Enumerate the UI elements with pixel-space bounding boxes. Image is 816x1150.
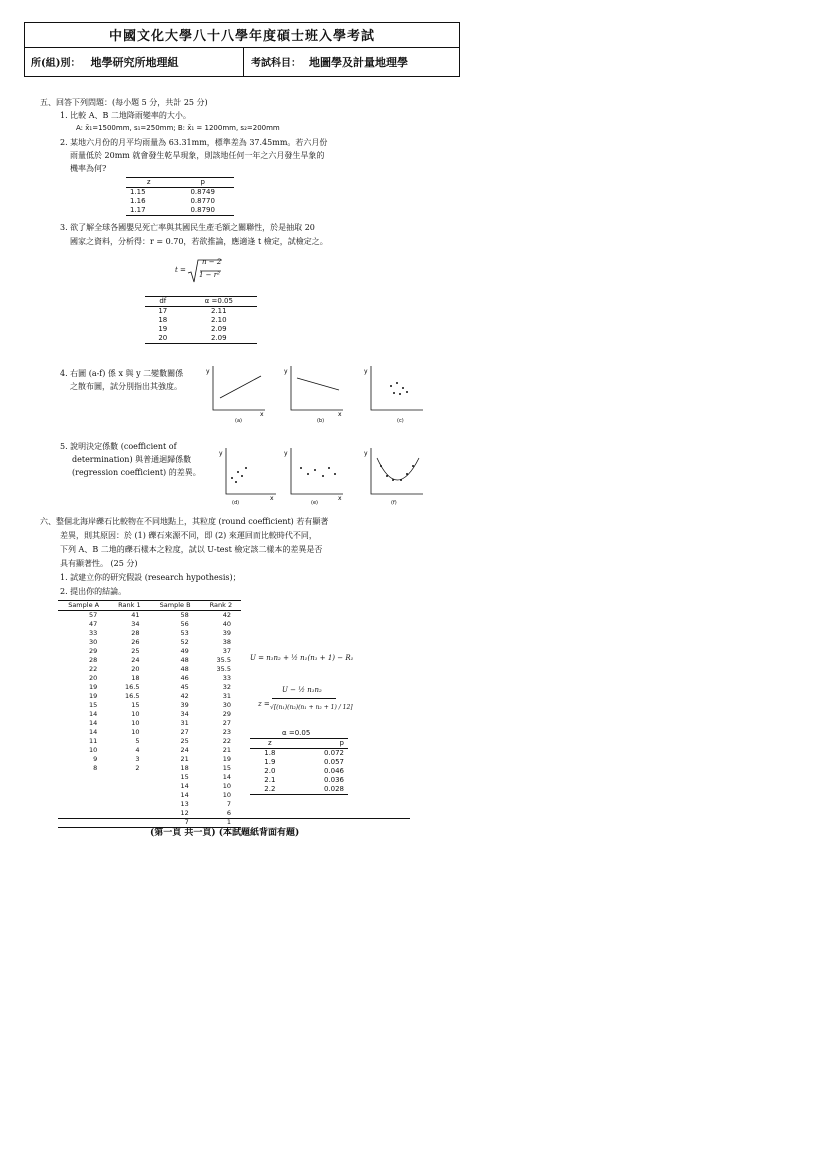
table-cell: [109, 809, 149, 818]
rank-table-header: Rank 1: [109, 601, 149, 611]
table-cell: 2.09: [211, 325, 227, 333]
header-divider: [25, 47, 459, 48]
table-cell: 2: [135, 764, 140, 772]
table-row: [58, 809, 241, 818]
table-row: [58, 629, 241, 638]
table-cell: 14: [222, 773, 231, 781]
table-cell: 41: [131, 611, 140, 619]
table-cell: 15: [89, 701, 98, 709]
table-cell: 42: [180, 692, 189, 700]
table-row: [145, 316, 257, 325]
table-row: [58, 683, 241, 692]
table-cell: 28: [131, 629, 140, 637]
df-table: [145, 296, 257, 344]
table-cell: 20: [89, 674, 98, 682]
table-cell: 30: [89, 638, 98, 646]
table-row: [58, 647, 241, 656]
y-axis-label: y: [364, 450, 368, 457]
table-cell: 49: [180, 647, 189, 655]
x-axis-label: x: [270, 495, 274, 502]
table-cell: [58, 800, 109, 809]
q5-item3-line2: 國家之資料，分析得：r = 0.70，若欲推論，應適逢 t 檢定，試檢定之。: [70, 237, 328, 246]
table-cell: 56: [180, 620, 189, 628]
table-cell: 52: [180, 638, 189, 646]
table-row: [145, 307, 257, 317]
t-formula-lhs: t =: [175, 266, 186, 274]
table-cell: 28: [89, 656, 98, 664]
table-cell: 19: [89, 692, 98, 700]
table-cell: 14: [89, 719, 98, 727]
table-cell: 39: [222, 629, 231, 637]
table-row: [250, 767, 348, 776]
table-cell: 29: [222, 710, 231, 718]
table-row: [250, 749, 348, 759]
table-row: [58, 674, 241, 683]
table-row: [145, 325, 257, 334]
table-cell: 22: [222, 737, 231, 745]
q6-heading-line2: 差異，則其原因：於 (1) 礫石來源不同，即 (2) 來運回而比較時代不同，: [60, 531, 317, 540]
table-cell: 24: [131, 656, 140, 664]
department-value: 地學研究所地理組: [90, 56, 179, 69]
table-cell: 14: [89, 728, 98, 736]
t-formula-denominator: 1 − r²: [199, 271, 220, 279]
table-row: [58, 665, 241, 674]
table-cell: [58, 782, 109, 791]
table-cell: 20: [131, 665, 140, 673]
table-cell: 0.036: [323, 776, 344, 784]
q6-sub1: 1. 試建立你的研究假設 (research hypothesis)；: [60, 573, 241, 582]
table-cell: 31: [222, 692, 231, 700]
table-cell: 1.17: [126, 206, 171, 216]
table-cell: 27: [180, 728, 189, 736]
q5-item2-line3: 機率為何?: [70, 164, 107, 173]
table-cell: 29: [89, 647, 98, 655]
table-cell: 25: [180, 737, 189, 745]
x-axis-label: x: [338, 411, 342, 418]
table-cell: [109, 800, 149, 809]
table-cell: 14: [89, 710, 98, 718]
footer-divider: [58, 818, 410, 819]
table-cell: 58: [180, 611, 189, 619]
subject-field: [251, 54, 408, 70]
department-label: 所(組)別：: [31, 58, 81, 69]
q6-heading-line4: 具有顯著性。 (25 分): [60, 559, 138, 568]
table-cell: 15: [222, 764, 231, 772]
table-cell: 19: [89, 683, 98, 691]
table-row: [58, 782, 241, 791]
q5-heading: 五、回答下列問題：(每小題 5 分，共計 25 分): [40, 98, 208, 107]
table-cell: 1: [201, 818, 241, 828]
q5-item4-line2: 之散布圖，試分別指出其強度。: [70, 382, 182, 391]
table-row: [58, 620, 241, 629]
table-row: [58, 791, 241, 800]
scatter-plot-f: [363, 446, 427, 508]
plot-label: (c): [397, 418, 404, 424]
table-cell: 18: [180, 764, 189, 772]
df-table-header: α =0.05: [181, 297, 257, 307]
q5-item5-line1: 5. 說明決定係數 (coefficient of: [60, 442, 177, 451]
q5-item5-line3: (regression coefficient) 的差異。: [72, 468, 201, 477]
table-row: [126, 197, 234, 206]
table-cell: 13: [180, 800, 189, 808]
table-row: [58, 638, 241, 647]
table-cell: 48: [180, 665, 189, 673]
table-row: [58, 656, 241, 665]
table-cell: 47: [89, 620, 98, 628]
table-cell: 15: [131, 701, 140, 709]
table-cell: 7: [226, 800, 231, 808]
df-table-header: df: [145, 297, 181, 307]
table-row: [250, 785, 348, 795]
scatter-plot-a: [205, 364, 267, 424]
table-cell: 4: [135, 746, 140, 754]
table-cell: 2.0: [264, 767, 276, 775]
table-cell: 42: [222, 611, 231, 619]
table-cell: 0.057: [323, 758, 344, 766]
q6-heading-line1: 六、整個北海岸礫石比較物在不同地點上，其粒度 (round coefficient) 若有顯著: [40, 517, 329, 526]
rank-table-header: Rank 2: [201, 601, 241, 611]
q5-item2-line1: 2. 某地六月份的月平均雨量為 63.31mm，標準差為 37.45mm。若六月份: [60, 138, 328, 147]
subject-value: 地圖學及計量地理學: [309, 56, 408, 69]
table-cell: 10: [222, 782, 231, 790]
table-cell: 8: [93, 764, 98, 772]
table-cell: 34: [180, 710, 189, 718]
table-cell: [58, 818, 109, 828]
table-row: [58, 719, 241, 728]
table-cell: 18: [158, 316, 168, 324]
table-cell: 33: [222, 674, 231, 682]
table-row: [58, 701, 241, 710]
q5-item1-line1: 1. 比較 A、B 二地降雨變率的大小。: [60, 111, 191, 120]
table-row: [58, 800, 241, 809]
table-cell: 2.09: [181, 334, 257, 344]
table-cell: 10: [131, 728, 140, 736]
header-vertical-divider: [243, 47, 244, 76]
table-row: [250, 758, 348, 767]
table-row: [58, 755, 241, 764]
alpha-table-caption: α =0.05: [282, 729, 311, 737]
table-cell: 10: [131, 719, 140, 727]
table-cell: 57: [89, 611, 98, 619]
table-row: [58, 710, 241, 719]
table-cell: 30: [222, 701, 231, 709]
x-axis-label: x: [260, 411, 264, 418]
z-table-header: z: [126, 178, 171, 188]
table-cell: 0.072: [323, 749, 344, 757]
q5-item2-line2: 雨量低於 20mm 就會發生乾旱現象，則該地任何一年之六月發生旱象的: [70, 151, 325, 160]
table-cell: 5: [135, 737, 140, 745]
table-cell: 2.10: [211, 316, 227, 324]
table-cell: 2.1: [264, 776, 276, 784]
table-cell: 32: [222, 683, 231, 691]
page-footer: (第一頁 共一頁) (本試題紙背面有題): [150, 828, 300, 838]
table-cell: 18: [131, 674, 140, 682]
table-cell: 27: [222, 719, 231, 727]
table-cell: 3: [135, 755, 140, 763]
table-cell: 39: [180, 701, 189, 709]
rank-table-header: Sample A: [58, 601, 109, 611]
table-cell: 25: [131, 647, 140, 655]
y-axis-label: y: [206, 368, 210, 375]
table-cell: 0.028: [290, 785, 348, 795]
table-cell: 53: [180, 629, 189, 637]
q6-heading-line3: 下列 A、B 二地的礫石樣本之粒度，試以 U-test 檢定該二樣本的差異是否: [60, 545, 323, 554]
q5-item3-line1: 3. 欲了解全球各國嬰兒死亡率與其國民生產毛額之關聯性，於是抽取 20: [60, 223, 315, 232]
table-cell: [109, 818, 149, 828]
y-axis-label: y: [219, 450, 223, 457]
table-cell: 20: [145, 334, 181, 344]
table-cell: 10: [131, 710, 140, 718]
rank-table-header: Sample B: [149, 601, 200, 611]
u-formula: U = n₁n₂ + ½ n₁(n₁ + 1) − R₁: [250, 654, 354, 662]
plot-label: (e): [311, 500, 318, 506]
z-formula-fraction-bar: [272, 698, 336, 699]
table-cell: 40: [222, 620, 231, 628]
z-formula-lhs: z =: [258, 700, 270, 708]
exam-title: 中國文化大學八十八學年度碩士班入學考試: [108, 29, 375, 44]
table-cell: 26: [131, 638, 140, 646]
q5-item5-line2: determination) 與普通迴歸係數: [72, 455, 192, 464]
table-cell: [58, 773, 109, 782]
table-row: [58, 746, 241, 755]
table-cell: 7: [149, 818, 200, 828]
table-cell: [109, 791, 149, 800]
table-cell: 19: [158, 325, 168, 333]
rank-data-table: [58, 600, 241, 828]
table-cell: 45: [180, 683, 189, 691]
table-cell: 11: [89, 737, 98, 745]
plot-label: (b): [317, 418, 325, 424]
table-row: [58, 764, 241, 773]
table-cell: 46: [180, 674, 189, 682]
table-cell: 16.5: [124, 692, 140, 700]
table-cell: 0.8790: [171, 206, 234, 216]
table-row: [126, 206, 234, 216]
table-cell: 0.046: [323, 767, 344, 775]
table-cell: 48: [180, 656, 189, 664]
table-row: [58, 692, 241, 701]
table-cell: 1.15: [130, 188, 146, 196]
z-formula-denominator: √[(n₁)(n₂)(n₁ + n₂ + 1) / 12]: [270, 704, 353, 711]
table-row: [126, 188, 234, 198]
table-cell: [109, 782, 149, 791]
scatter-plot-b: [283, 364, 345, 424]
y-axis-label: y: [284, 450, 288, 457]
table-cell: 22: [89, 665, 98, 673]
subject-label: 考試科目：: [251, 58, 301, 69]
table-row: [58, 728, 241, 737]
table-cell: 1.16: [130, 197, 146, 205]
table-cell: 12: [180, 809, 189, 817]
table-cell: 1.9: [264, 758, 276, 766]
scatter-plot-c: [363, 364, 425, 424]
alpha-table-header: p: [290, 739, 348, 749]
table-cell: [58, 791, 109, 800]
table-cell: 14: [180, 782, 189, 790]
table-cell: 0.8749: [190, 188, 215, 196]
scatter-plot-d: [218, 446, 280, 508]
plot-label: (d): [232, 500, 240, 506]
plot-label: (f): [391, 500, 397, 506]
table-cell: 31: [180, 719, 189, 727]
table-row: [58, 737, 241, 746]
table-cell: 2.11: [211, 307, 227, 315]
table-row: [145, 334, 257, 344]
table-row: [58, 611, 241, 621]
table-cell: 2.2: [250, 785, 290, 795]
table-cell: 15: [180, 773, 189, 781]
exam-header: [24, 22, 460, 77]
y-axis-label: y: [284, 368, 288, 375]
table-cell: 23: [222, 728, 231, 736]
q6-sub2: 2. 提出你的結論。: [60, 587, 127, 596]
table-cell: [109, 773, 149, 782]
table-cell: 6: [226, 809, 231, 817]
table-cell: 35.5: [216, 656, 231, 664]
table-row: [250, 776, 348, 785]
table-cell: 37: [222, 647, 231, 655]
table-cell: 38: [222, 638, 231, 646]
table-cell: 35.5: [216, 665, 231, 673]
alpha-table: [250, 738, 348, 795]
table-cell: 34: [131, 620, 140, 628]
scatter-plot-e: [283, 446, 347, 508]
table-cell: 16.5: [124, 683, 140, 691]
table-cell: 9: [93, 755, 98, 763]
table-cell: 0.8770: [190, 197, 215, 205]
table-cell: 17: [158, 307, 168, 315]
table-cell: 19: [222, 755, 231, 763]
table-row: [58, 773, 241, 782]
table-cell: 21: [222, 746, 231, 754]
q5-item4-line1: 4. 右圖 (a-f) 係 x 與 y 二變數關係: [60, 369, 184, 378]
t-formula: [175, 266, 186, 274]
table-cell: 10: [89, 746, 98, 754]
q5-item1-line2: A: x̄₁=1500mm, s₁=250mm; B: x̄₁ = 1200mm, s₂=200mm: [76, 124, 280, 132]
z-table-header: p: [171, 178, 234, 188]
table-cell: 24: [180, 746, 189, 754]
table-cell: 14: [180, 791, 189, 799]
plot-label: (a): [235, 418, 242, 424]
table-cell: 21: [180, 755, 189, 763]
y-axis-label: y: [364, 368, 368, 375]
t-formula-numerator: n − 2: [202, 258, 222, 266]
x-axis-label: x: [338, 495, 342, 502]
table-cell: [58, 809, 109, 818]
z-formula-numerator: U − ½ n₁n₂: [282, 686, 322, 694]
alpha-table-header: z: [250, 739, 290, 749]
department-field: [31, 54, 178, 70]
table-cell: 1.8: [264, 749, 276, 757]
table-cell: 10: [222, 791, 231, 799]
table-cell: 33: [89, 629, 98, 637]
z-table: [126, 177, 234, 216]
